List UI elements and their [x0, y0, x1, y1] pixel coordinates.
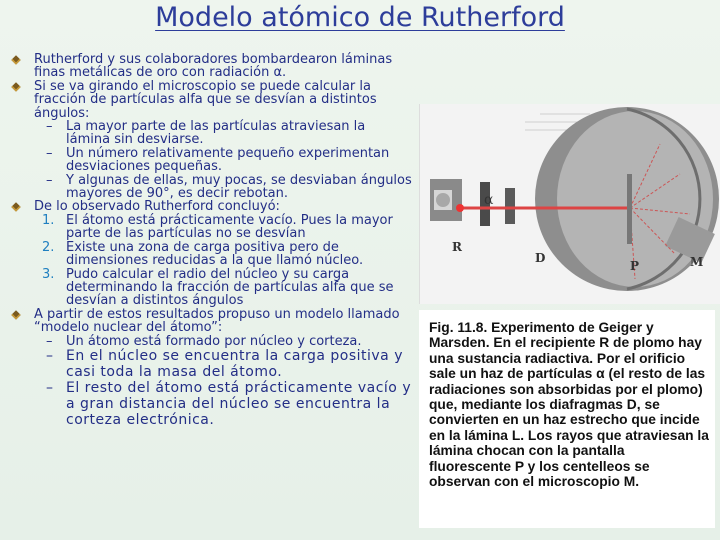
dash-marker: – — [46, 379, 54, 396]
experiment-figure — [419, 104, 720, 304]
dash-item — [12, 174, 412, 201]
item-number: 2. — [42, 239, 55, 255]
label-R: R — [452, 240, 462, 254]
label-M: M — [690, 255, 704, 269]
numbered-item — [12, 268, 412, 308]
bullet-item — [12, 308, 412, 335]
label-D: D — [535, 251, 546, 265]
dash-marker: – — [46, 347, 54, 364]
slide-title: Modelo atómico de Rutherford — [155, 2, 565, 33]
diamond-bullet-icon — [11, 55, 21, 65]
diamond-bullet-icon — [11, 310, 21, 320]
slide-content — [12, 53, 412, 428]
caption-figure-number: Fig. 11.8. — [429, 320, 488, 335]
dash-item-text: Y algunas de ellas, muy pocas, se desviaban ángulos mayores de 90°, es decir rebotan. — [66, 172, 412, 202]
dash-item-text: Un átomo está formado por núcleo y corteza. — [66, 333, 362, 349]
dash-marker: – — [46, 172, 53, 188]
geiger-marsden-apparatus — [420, 104, 720, 304]
dash-marker: – — [46, 145, 53, 161]
numbered-item — [12, 241, 412, 268]
diamond-bullet-icon — [11, 203, 21, 213]
dash-item — [12, 348, 412, 380]
numbered-item-text: Existe una zona de carga positiva pero de dimensiones reducidas a la que llamó núcleo. — [66, 239, 364, 269]
item-number: 3. — [42, 266, 55, 282]
figure-caption — [429, 320, 709, 489]
bullet-text: Si se va girando el microscopio se puede calcular la fracción de partículas alfa que se desvían a distintos ángulos: — [34, 78, 377, 121]
dash-item — [12, 335, 412, 348]
dash-item — [12, 120, 412, 147]
label-alpha: α — [484, 192, 494, 208]
dash-item-text: La mayor parte de las partículas atraviesan la lámina sin desviarse. — [66, 119, 366, 148]
bullet-text: A partir de estos resultados propuso un modelo llamado “modelo nuclear del átomo”: — [34, 306, 400, 336]
numbered-item-text: Pudo calcular el radio del núcleo y su carga determinando la fracción de partículas alfa que se desvían a distintos ángulos — [66, 266, 394, 309]
label-P: P — [630, 259, 640, 273]
numbered-item — [12, 214, 412, 241]
caption-text: Experimento de Geiger y Marsden. En el recipiente R de plomo hay una sustancia radiactiva. Por el orificio sale un haz de partículas α (el resto de las radiaciones son absorbidas por el plomo) que, mediante los diafragmas D, se convierten en un haz estrecho que incide en la lámina L. Los rayos que atraviesan la lámina chocan con la pantalla fluorescente P y los centelleos se observan con el microscopio M. — [429, 320, 709, 490]
dash-item-text: Un número relativamente pequeño experimentan desviaciones pequeñas. — [66, 145, 390, 175]
bullet-item — [12, 200, 412, 213]
dash-marker: – — [46, 333, 53, 349]
bullet-item — [12, 53, 412, 80]
bullet-item — [12, 80, 412, 120]
dash-item-text: El resto del átomo está prácticamente vacío y a gran distancia del núcleo se encuentra la corteza electrónica. — [66, 379, 412, 428]
diamond-bullet-icon — [11, 82, 21, 92]
dash-item-text: En el núcleo se encuentra la carga positiva y casi toda la masa del átomo. — [66, 347, 403, 380]
bullet-text: De lo observado Rutherford concluyó: — [34, 199, 280, 215]
figure-caption-box — [419, 310, 715, 528]
dash-item — [12, 380, 412, 428]
dash-marker: – — [46, 119, 53, 135]
bullet-text: Rutherford y sus colaboradores bombardearon láminas finas metálicas de oro con radiación α. — [34, 52, 393, 81]
item-number: 1. — [42, 212, 55, 228]
dash-item — [12, 147, 412, 174]
numbered-item-text: El átomo está prácticamente vacío. Pues la mayor parte de las partículas no se desvían — [66, 212, 393, 242]
